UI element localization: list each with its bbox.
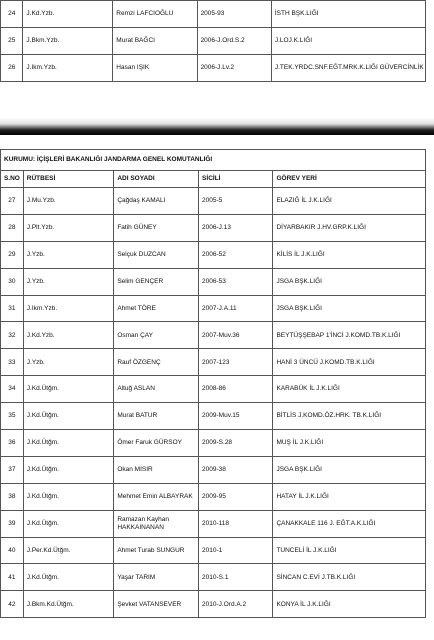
table-row bbox=[1, 295, 426, 322]
header-no: S.NO bbox=[1, 171, 24, 188]
table-row bbox=[1, 403, 426, 430]
table-row bbox=[1, 188, 426, 215]
institution-row bbox=[1, 150, 426, 171]
cell-rank: J.Kd.Ütğm. bbox=[23, 456, 114, 483]
cell-post: JSGA BŞK.LIĞI bbox=[273, 268, 426, 295]
table-row bbox=[1, 537, 426, 564]
cell-no: 25 bbox=[1, 28, 23, 55]
cell-post: KONYA İL J.K.LIĞI bbox=[273, 591, 426, 618]
table-row bbox=[1, 28, 426, 55]
continued-table bbox=[0, 0, 426, 82]
cell-name: Selçuk DUZCAN bbox=[114, 241, 199, 268]
table-row bbox=[1, 349, 426, 376]
cell-registry: 2010-1 bbox=[199, 537, 273, 564]
cell-post: JSGA BŞK.LIĞI bbox=[273, 295, 426, 322]
table-row bbox=[1, 241, 426, 268]
cell-name: Ömer Faruk GÜRSOY bbox=[114, 430, 199, 457]
cell-registry: 2007-J.A.11 bbox=[199, 295, 273, 322]
cell-no: 37 bbox=[1, 456, 24, 483]
cell-registry: 2010-S.1 bbox=[199, 564, 273, 591]
institution-title: KURUMU: İÇİŞLERİ BAKANLIĞI JANDARMA GENEL KOMUTANLIĞI bbox=[1, 150, 426, 171]
cell-no: 40 bbox=[1, 537, 24, 564]
cell-registry: 2009-Muv.15 bbox=[199, 403, 273, 430]
header-post: GÖREV YERİ bbox=[273, 171, 426, 188]
cell-post: KİLİS İL J.K.LIĞI bbox=[273, 241, 426, 268]
cell-registry: 2005-5 bbox=[199, 188, 273, 215]
cell-name: Altuğ ASLAN bbox=[114, 376, 199, 403]
cell-name: Fatih GÜNEY bbox=[114, 214, 199, 241]
table-row bbox=[1, 430, 426, 457]
cell-no: 24 bbox=[1, 1, 23, 28]
cell-registry: 2006-J.Lv.2 bbox=[197, 55, 271, 82]
cell-registry: 2010-118 bbox=[199, 510, 273, 537]
cell-rank: J.Kd.Ütğm. bbox=[23, 483, 114, 510]
header-row bbox=[1, 171, 426, 188]
cell-post: KARABÜK İL J.K.LIĞI bbox=[273, 376, 426, 403]
cell-name: Çağdaş KAMALI bbox=[114, 188, 199, 215]
table-row bbox=[1, 591, 426, 618]
table-row bbox=[1, 55, 426, 82]
table-row bbox=[1, 1, 426, 28]
cell-registry: 2008-86 bbox=[199, 376, 273, 403]
cell-rank: J.Kd.Ütğm. bbox=[23, 430, 114, 457]
cell-name: Okan MISIR bbox=[114, 456, 199, 483]
cell-rank: J.Ikm.Yzb. bbox=[23, 55, 113, 82]
header-name: ADI SOYADI bbox=[114, 171, 199, 188]
cell-no: 26 bbox=[1, 55, 23, 82]
cell-post: HATAY İL J.K.LIĞI bbox=[273, 483, 426, 510]
cell-rank: J.Kd.Ütğm. bbox=[23, 564, 114, 591]
cell-name: Ramazan Kayhan HAKKAINANAN bbox=[114, 510, 199, 537]
cell-registry: 2006-J.Ord.S.2 bbox=[197, 28, 271, 55]
cell-rank: J.Yzb. bbox=[23, 349, 114, 376]
cell-rank: J.Per.Kd.Ütğm. bbox=[23, 537, 114, 564]
cell-name: Ahmet Turab SUNGUR bbox=[114, 537, 199, 564]
cell-registry: 2006-J.13 bbox=[199, 214, 273, 241]
cell-registry: 2010-J.Ord.A.2 bbox=[199, 591, 273, 618]
cell-name: Rauf ÖZGENÇ bbox=[114, 349, 199, 376]
table-row bbox=[1, 268, 426, 295]
cell-rank: J.Bkm.Yzb. bbox=[23, 28, 113, 55]
cell-no: 34 bbox=[1, 376, 24, 403]
cell-registry: 2009-38 bbox=[199, 456, 273, 483]
table-row bbox=[1, 376, 426, 403]
table-row bbox=[1, 214, 426, 241]
cell-rank: J.Kd.Yzb. bbox=[23, 322, 114, 349]
table-row bbox=[1, 483, 426, 510]
cell-no: 32 bbox=[1, 322, 24, 349]
header-registry: SİCİLİ bbox=[199, 171, 273, 188]
cell-name: Şevket VATANSEVER bbox=[114, 591, 199, 618]
cell-no: 30 bbox=[1, 268, 24, 295]
cell-registry: 2006-53 bbox=[199, 268, 273, 295]
cell-registry: 2006-52 bbox=[199, 241, 273, 268]
cell-no: 27 bbox=[1, 188, 24, 215]
cell-post: J.LOJ.K.LIĞI bbox=[271, 28, 425, 55]
cell-rank: J.Kd.Ütğm. bbox=[23, 510, 114, 537]
cell-post: MUŞ İL J.K.LIĞI bbox=[273, 430, 426, 457]
table-row bbox=[1, 322, 426, 349]
cell-name: Selim GENÇER bbox=[114, 268, 199, 295]
cell-no: 38 bbox=[1, 483, 24, 510]
cell-name: Murat BATUR bbox=[114, 403, 199, 430]
personnel-table bbox=[0, 149, 426, 618]
table-row bbox=[1, 510, 426, 537]
cell-rank: J.Kd.Yzb. bbox=[23, 1, 113, 28]
cell-registry: 2009-95 bbox=[199, 483, 273, 510]
cell-registry: 2007-123 bbox=[199, 349, 273, 376]
cell-rank: J.Kd.Ütğm. bbox=[23, 403, 114, 430]
cell-name: Mehmet Emin ALBAYRAK bbox=[114, 483, 199, 510]
cell-registry: 2009-S.28 bbox=[199, 430, 273, 457]
cell-rank: J.Yzb. bbox=[23, 268, 114, 295]
cell-no: 41 bbox=[1, 564, 24, 591]
cell-post: BİTLİS J.KOMD.ÖZ.HRK. TB.K.LIĞI bbox=[273, 403, 426, 430]
page-break-band bbox=[0, 118, 434, 135]
cell-rank: J.Plt.Yzb. bbox=[23, 214, 114, 241]
cell-name: Yaşar TARIM bbox=[114, 564, 199, 591]
cell-name: Remzi LAFCIOĞLU bbox=[113, 1, 197, 28]
cell-post: J.TEK.YRDC.SNF.EĞT.MRK.K.LIĞI GÜVERCİNLİK bbox=[271, 55, 425, 82]
cell-no: 35 bbox=[1, 403, 24, 430]
cell-post: ÇANAKKALE 116 J. EĞT.A.K.LIĞI bbox=[273, 510, 426, 537]
cell-registry: 2007-Muv.36 bbox=[199, 322, 273, 349]
cell-name: Murat BAĞCI bbox=[113, 28, 197, 55]
cell-no: 31 bbox=[1, 295, 24, 322]
table-row bbox=[1, 456, 426, 483]
cell-post: BEYTÜŞŞEBAP 1'İNCİ J.KOMD.TB.K.LIĞI bbox=[273, 322, 426, 349]
header-rank: RÜTBESİ bbox=[23, 171, 114, 188]
cell-name: Osman ÇAY bbox=[114, 322, 199, 349]
cell-no: 42 bbox=[1, 591, 24, 618]
cell-rank: J.Kd.Ütğm. bbox=[23, 376, 114, 403]
cell-rank: J.Bkm.Kd.Ütğm. bbox=[23, 591, 114, 618]
cell-no: 39 bbox=[1, 510, 24, 537]
cell-name: Hasan IŞIK bbox=[113, 55, 197, 82]
cell-post: SİNCAN C.EVİ J.TB.K.LIĞI bbox=[273, 564, 426, 591]
cell-post: DİYARBAKIR J.HV.GRP.K.LIĞI bbox=[273, 214, 426, 241]
cell-post: JSGA BŞK.LIĞI bbox=[273, 456, 426, 483]
cell-no: 36 bbox=[1, 430, 24, 457]
cell-rank: J.Ikm.Yzb. bbox=[23, 295, 114, 322]
cell-rank: J.Yzb. bbox=[23, 241, 114, 268]
cell-post: İSTH BŞK.LIĞI bbox=[271, 1, 425, 28]
cell-post: HANİ 3 ÜNCÜ J.KOMD.TB.K.LIĞI bbox=[273, 349, 426, 376]
cell-no: 29 bbox=[1, 241, 24, 268]
cell-no: 33 bbox=[1, 349, 24, 376]
cell-rank: J.Mu.Yzb. bbox=[23, 188, 114, 215]
cell-registry: 2005-93 bbox=[197, 1, 271, 28]
cell-post: ELAZIĞ İL J.K.LIĞI bbox=[273, 188, 426, 215]
cell-no: 28 bbox=[1, 214, 24, 241]
cell-post: TUNCELİ İL J.K.LIĞI bbox=[273, 537, 426, 564]
cell-name: Ahmet TÖRE bbox=[114, 295, 199, 322]
table-row bbox=[1, 564, 426, 591]
